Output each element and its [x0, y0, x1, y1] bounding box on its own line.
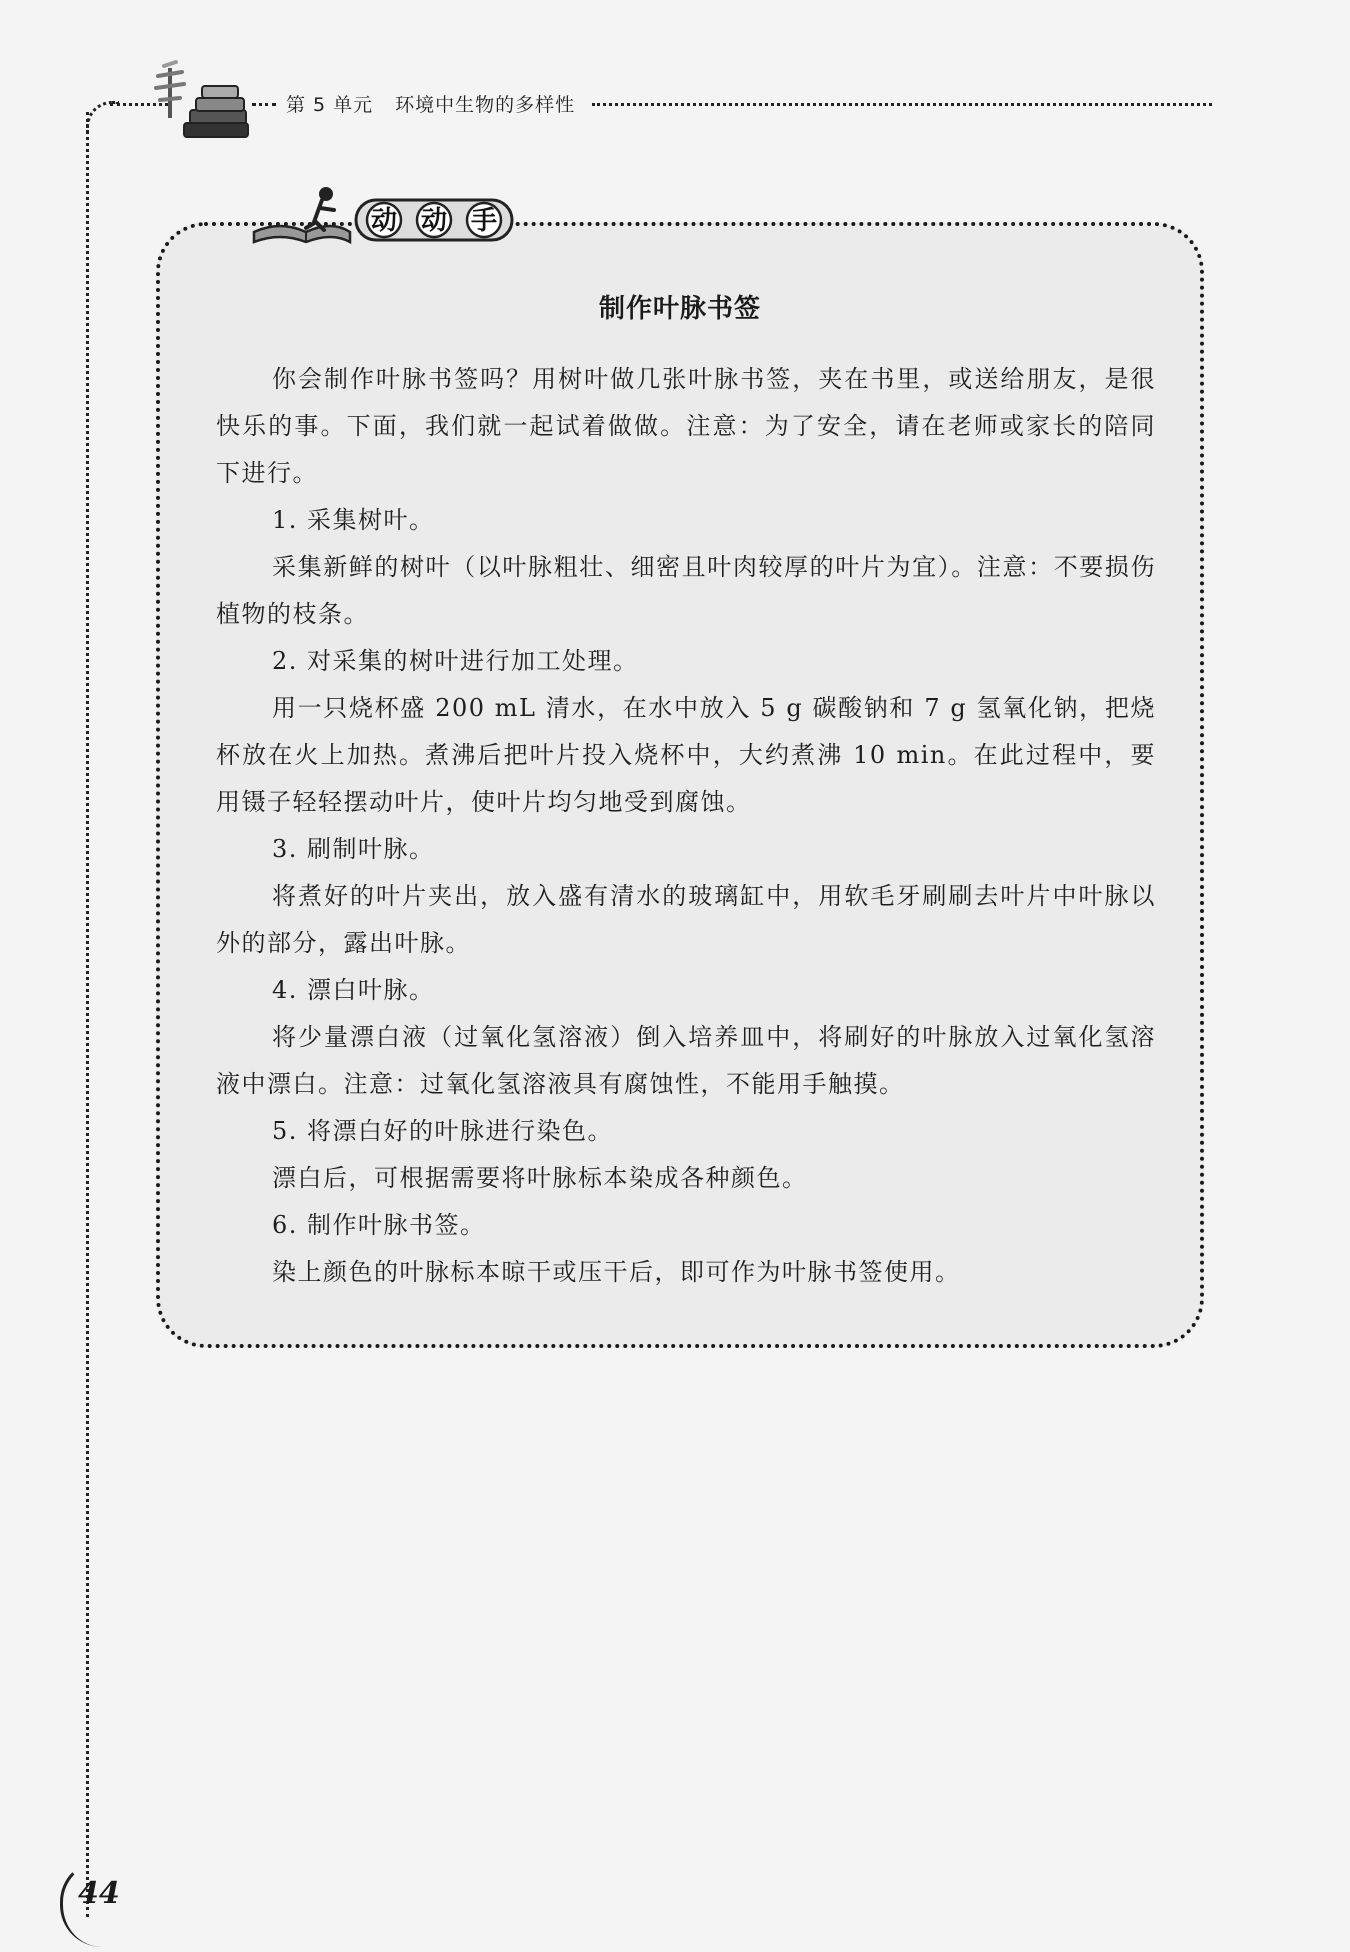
paragraph: 漂白后，可根据需要将叶脉标本染成各种颜色。 [272, 1164, 808, 1192]
page-border-left [86, 112, 89, 1917]
label-char: 动 [420, 206, 448, 236]
step-heading: 2. 对采集的树叶进行加工处理。 [272, 647, 639, 675]
paragraph: 将少量漂白液（过氧化氢溶液）倒入培养皿中，将刷好的叶脉放入过氧化氢溶液中漂白。注意：过氧化氢溶液具有腐蚀性，不能用手触摸。 [216, 1023, 1156, 1098]
header-divider-right [592, 103, 1212, 106]
activity-box [156, 222, 1204, 1348]
books-logo-icon [150, 58, 254, 142]
label-char: 动 [370, 206, 398, 236]
step-heading: 5. 将漂白好的叶脉进行染色。 [272, 1117, 614, 1145]
reading-book-icon [254, 187, 350, 242]
activity-content [216, 356, 1156, 1296]
step-heading: 6. 制作叶脉书签。 [272, 1211, 486, 1239]
paragraph: 将煮好的叶片夹出，放入盛有清水的玻璃缸中，用软毛牙刷刷去叶片中叶脉以外的部分，露出叶脉。 [216, 882, 1156, 957]
label-char: 手 [470, 206, 498, 236]
activity-title: 制作叶脉书签 [598, 294, 761, 324]
paragraph: 采集新鲜的树叶（以叶脉粗壮、细密且叶肉较厚的叶片为宜）。注意：不要损伤植物的枝条。 [216, 553, 1156, 628]
page-number: 44 [78, 1876, 120, 1911]
step-heading: 4. 漂白叶脉。 [272, 976, 435, 1004]
step-heading: 3. 刷制叶脉。 [272, 835, 435, 863]
header-unit-title [286, 90, 575, 117]
unit-number: 第 5 单元 [286, 94, 374, 116]
paragraph: 你会制作叶脉书签吗？用树叶做几张叶脉书签，夹在书里，或送给朋友，是很快乐的事。下面，我们就一起试着做做。注意：为了安全，请在老师或家长的陪同下进行。 [216, 365, 1156, 487]
header-divider-mid [252, 103, 276, 106]
step-heading: 1. 采集树叶。 [272, 506, 435, 534]
section-label-badge [250, 180, 520, 260]
paragraph: 染上颜色的叶脉标本晾干或压干后，即可作为叶脉书签使用。 [272, 1258, 961, 1286]
unit-name: 环境中生物的多样性 [395, 94, 576, 116]
paragraph: 用一只烧杯盛 200 mL 清水，在水中放入 5 g 碳酸钠和 7 g 氢氧化钠，把烧杯放在火上加热。煮沸后把叶片投入烧杯中，大约煮沸 10 min。在此过程中，要用镊子轻轻摆动叶片，使叶片均匀地受到腐蚀。 [216, 694, 1156, 816]
